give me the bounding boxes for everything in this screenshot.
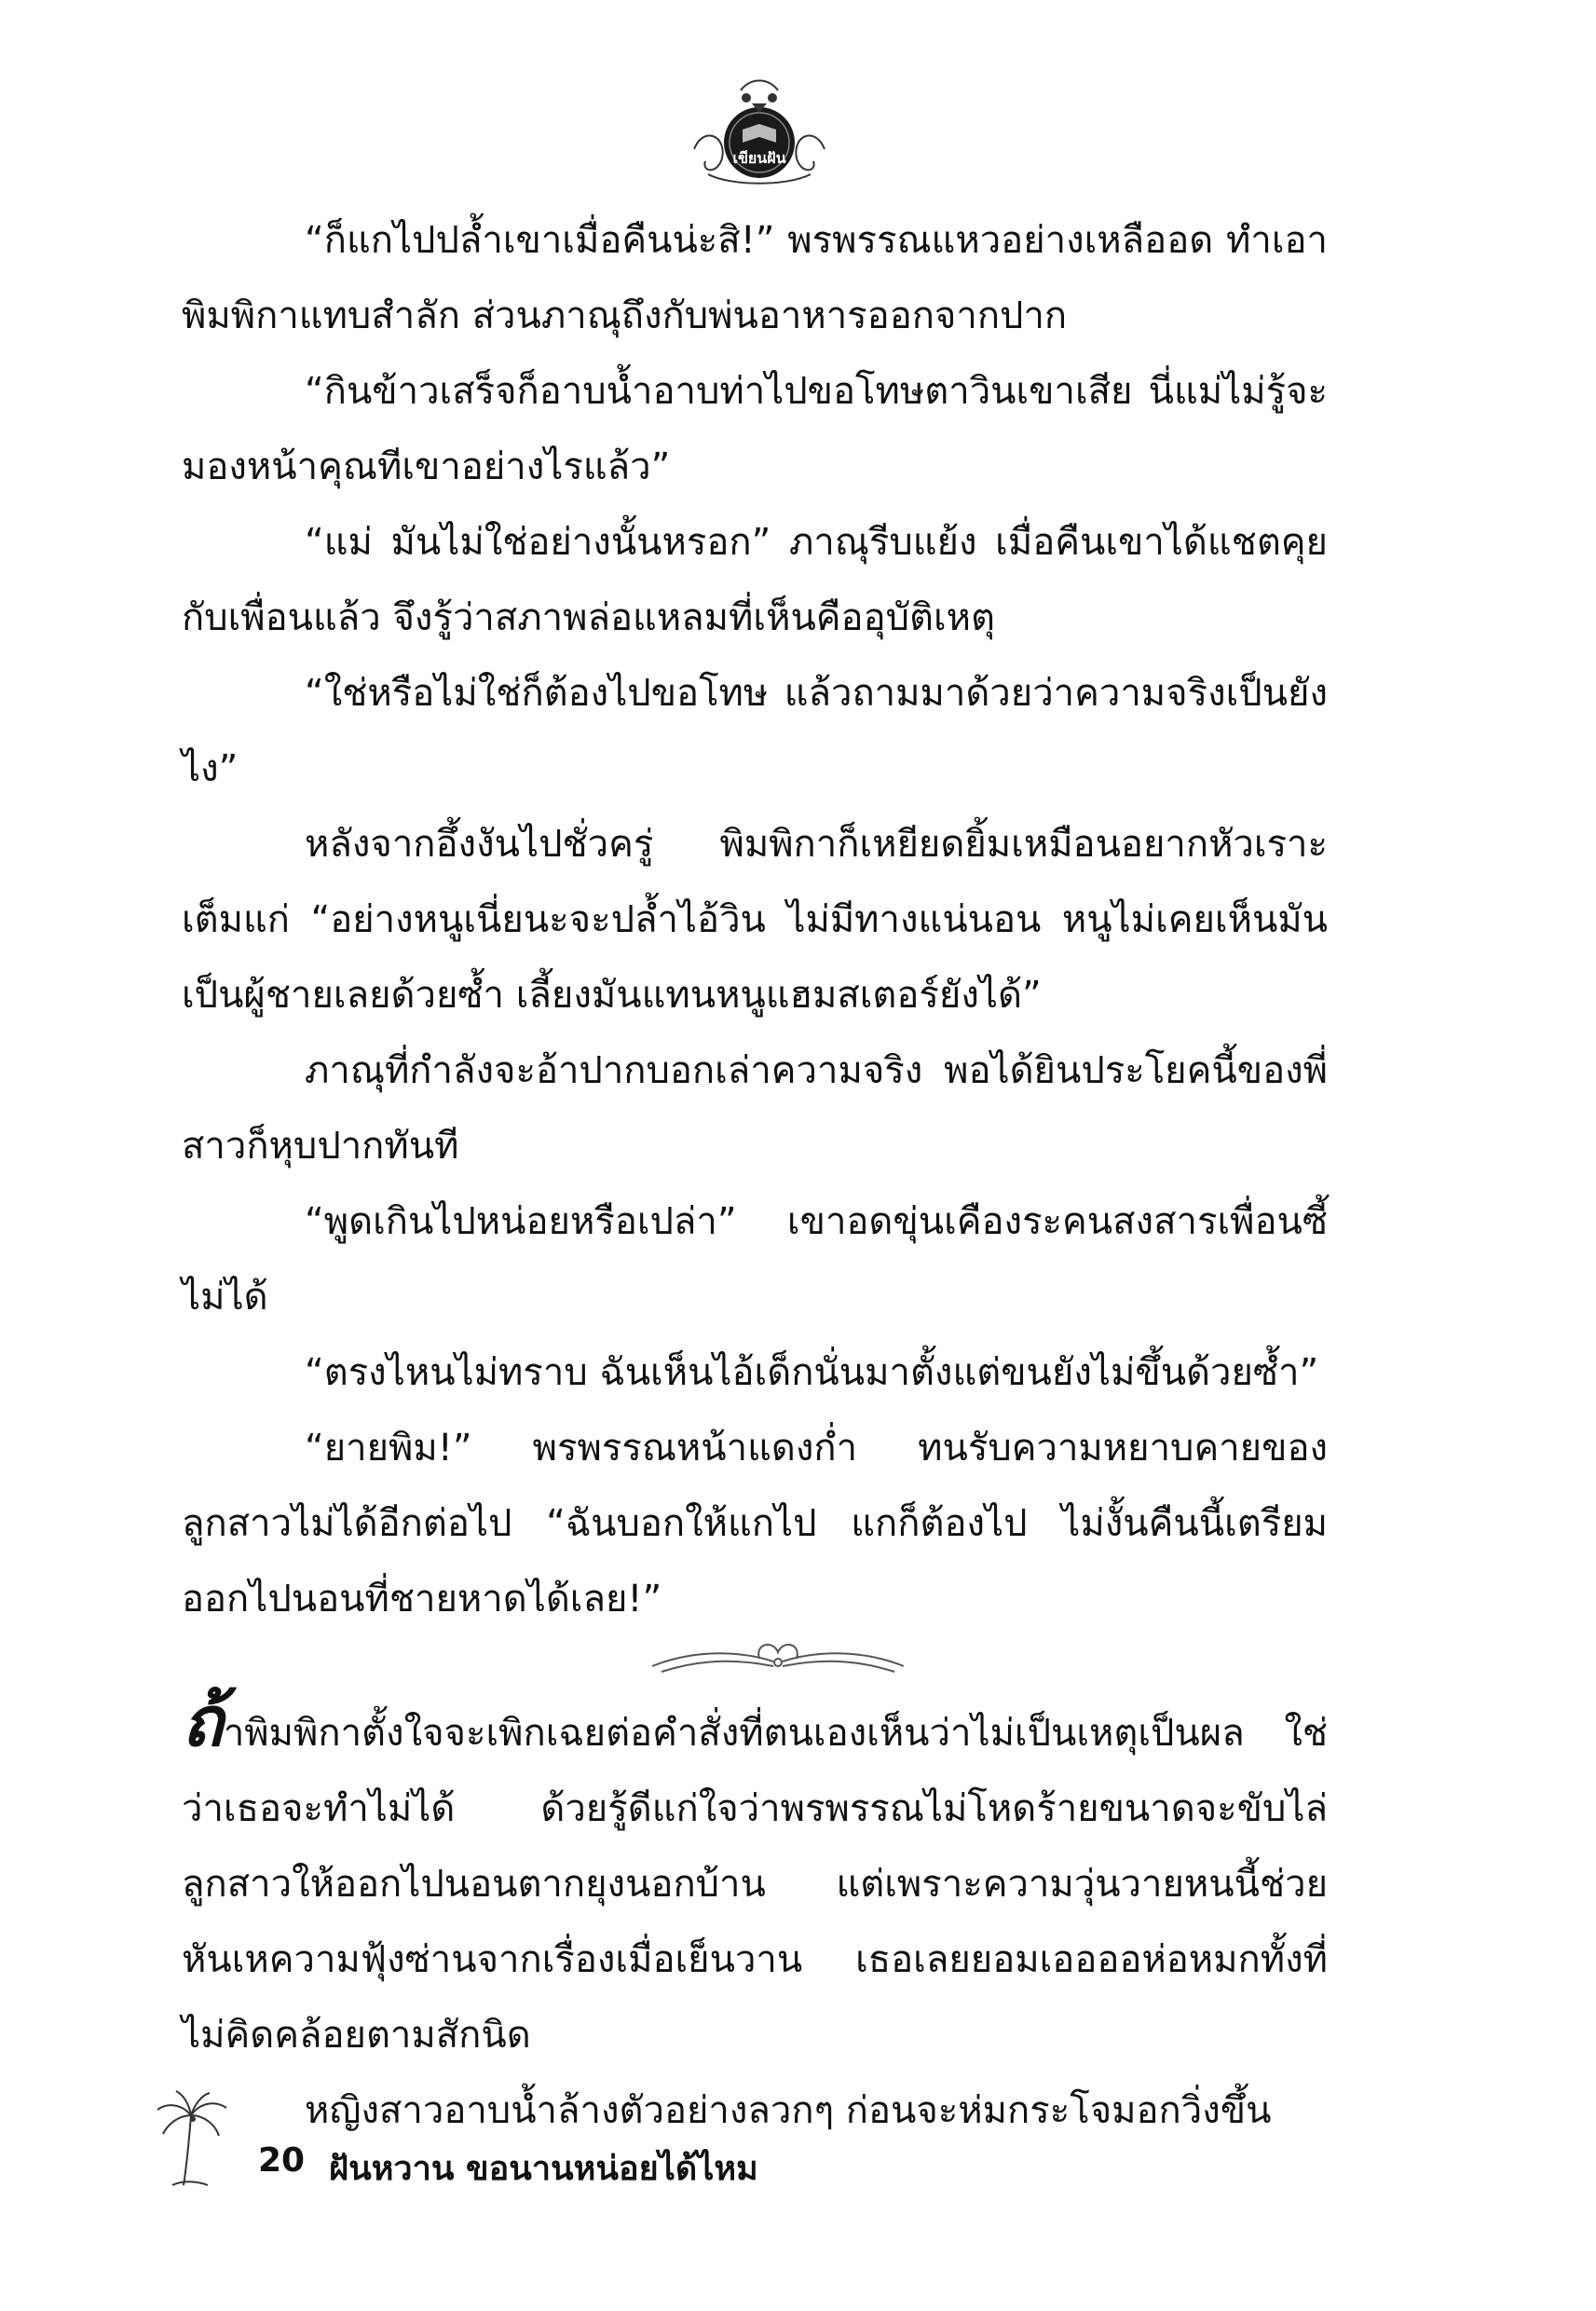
page-footer — [154, 2087, 1085, 2199]
palm-tree-icon — [154, 2087, 228, 2190]
paragraph: “ก็แกไปปล้ำเขาเมื่อคืนน่ะสิ!” พรพรรณแหวอย่างเหลืออด ทำเอาพิมพิกาแทบสำลัก ส่วนภาณุถึงกับพ่นอาหารออกจากปาก — [182, 219, 1328, 337]
section-1-text — [182, 203, 1328, 1637]
page-number: 20 — [258, 2141, 306, 2180]
paragraph: ภาณุที่กำลังจะอ้าปากบอกเล่าความจริง พอได้ยินประโยคนี้ของพี่สาวก็หุบปากทันที — [182, 1049, 1328, 1168]
book-emblem-icon — [685, 70, 834, 191]
drop-cap: ถ้ — [182, 1682, 224, 1762]
first-paragraph — [182, 1682, 1328, 2073]
paragraph: หญิงสาวอาบน้ำล้างตัวอย่างลวกๆ ก่อนจะห่มกระโจมอกวิ่งขึ้น — [305, 2089, 1272, 2132]
paragraph: “ยายพิม!” พรพรรณหน้าแดงก่ำ ทนรับความหยาบคายของลูกสาวไม่ได้อีกต่อไป “ฉันบอกให้แกไป แกก็ต้องไป ไม่งั้นคืนนี้เตรียมออกไปนอนที่ชายหาดได้เลย!” — [182, 1427, 1328, 1620]
paragraph: “พูดเกินไปหน่อยหรือเปล่า” เขาอดขุ่นเคืองระคนสงสารเพื่อนซี้ไม่ได้ — [182, 1200, 1328, 1319]
ornament-divider-icon — [643, 1629, 913, 1685]
paragraph: “ตรงไหนไม่ทราบ ฉันเห็นไอ้เด็กนั่นมาตั้งแต่ขนยังไม่ขึ้นด้วยซ้ำ” — [305, 1351, 1319, 1394]
section-2-text — [182, 1682, 1328, 2149]
first-paragraph-text: าพิมพิกาตั้งใจจะเพิกเฉยต่อคำสั่งที่ตนเองเห็นว่าไม่เป็นเหตุเป็นผล ใช่ว่าเธอจะทำไม่ได้ ด้วยรู้ดีแก่ใจว่าพรพรรณไม่โหดร้ายขนาดจะขับไล่ลูกสาวให้ออกไปนอนตากยุงนอกบ้าน แต่เพราะความวุ่นวายหนนี้ช่วยหันเหความฟุ้งซ่านจากเรื่องเมื่อเย็นวาน เธอเลยยอมเออออห่อหมกทั้งที่ไม่คิดคล้อยตามสักนิด — [182, 1712, 1328, 2057]
book-title: ฝันหวาน ขอนานหน่อยได้ไหม — [329, 2150, 758, 2188]
paragraph: “ใช่หรือไม่ใช่ก็ต้องไปขอโทษ แล้วถามมาด้วยว่าความจริงเป็นยังไง” — [182, 672, 1328, 790]
paragraph: “กินข้าวเสร็จก็อาบน้ำอาบท่าไปขอโทษตาวินเขาเสีย นี่แม่ไม่รู้จะมองหน้าคุณทีเขาอย่างไรแล้ว” — [182, 370, 1328, 488]
logo-text: เขียนฝัน — [732, 149, 786, 167]
paragraph: “แม่ มันไม่ใช่อย่างนั้นหรอก” ภาณุรีบแย้ง เมื่อคืนเขาได้แชตคุยกับเพื่อนแล้ว จึงรู้ว่าสภาพล่อแหลมที่เห็นคืออุบัติเหตุ — [182, 521, 1328, 639]
paragraph: หลังจากอึ้งงันไปชั่วครู่ พิมพิกาก็เหยียดยิ้มเหมือนอยากหัวเราะเต็มแก่ “อย่างหนูเนี่ยนะจะปล้ำไอ้วิน ไม่มีทางแน่นอน หนูไม่เคยเห็นมันเป็นผู้ชายเลยด้วยซ้ำ เลี้ยงมันแทนหนูแฮมสเตอร์ยังได้” — [182, 823, 1328, 1017]
